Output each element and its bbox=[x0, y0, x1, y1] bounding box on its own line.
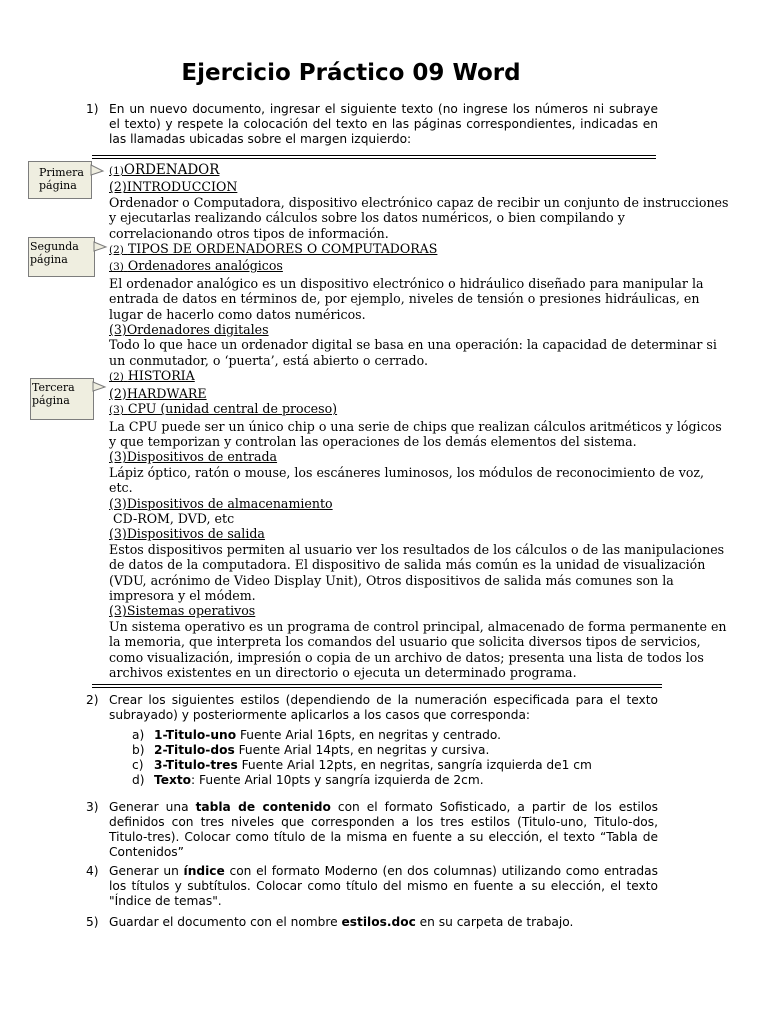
body-line: La CPU puede ser un único chip o una serie de chips que realizan cálculos aritméticos y lógicos bbox=[109, 418, 722, 434]
body-line: Un sistema operativo es un programa de control principal, almacenado de forma permanente en bbox=[109, 618, 727, 634]
body-line: y que temporizan y controlan las operaciones de los demás elementos del sistema. bbox=[109, 433, 637, 449]
heading-entrada: (3)Dispositivos de entrada bbox=[109, 449, 278, 465]
heading-tipos: (2) TIPOS DE ORDENADORES O COMPUTADORAS bbox=[109, 241, 438, 257]
style-item-b: b) 2-Titulo-dos Fuente Arial 14pts, en negritas y cursiva. bbox=[132, 743, 490, 757]
item-5-number: 5) bbox=[86, 915, 99, 929]
item-5-text: Guardar el documento con el nombre estilos.doc en su carpeta de trabajo. bbox=[109, 915, 574, 929]
body-line: correlacionando otros tipos de información. bbox=[109, 225, 389, 241]
item-1-text: En un nuevo documento, ingresar el siguiente texto (no ingrese los números ni subraye el texto) y respete la colocación del texto en las páginas correspondientes, indicadas en las llamadas ubicadas sobre el margen izquierdo: bbox=[109, 102, 658, 146]
item-3-number: 3) bbox=[86, 800, 99, 814]
callout-third-page-pointer bbox=[93, 380, 107, 396]
body-line: Todo lo que hace un ordenador digital se basa en una operación: la capacidad de determinar si bbox=[109, 337, 717, 353]
body-line: Estos dispositivos permiten al usuario ver los resultados de los cálculos o de las manipulaciones bbox=[109, 541, 725, 557]
callout-second-page: Segunda página bbox=[28, 237, 95, 277]
body-line: de datos de la computadora. El dispositivo de salida más común es la unidad de visualización bbox=[109, 557, 706, 573]
body-line: CD-ROM, DVD, etc bbox=[109, 510, 235, 526]
heading-digitales: (3)Ordenadores digitales bbox=[109, 322, 269, 338]
heading-analogicos: (3) Ordenadores analógicos bbox=[109, 258, 283, 274]
heading-hardware: (2)HARDWARE bbox=[109, 385, 207, 401]
heading-almacenamiento: (3)Dispositivos de almacenamiento bbox=[109, 495, 333, 511]
callout-first-page: Primera página bbox=[28, 161, 92, 199]
body-line: como visualización, impresión o copia de un archivo de datos; presenta una lista de todos los bbox=[109, 649, 704, 665]
style-item-d: d) Texto: Fuente Arial 10pts y sangría izquierda de 2cm. bbox=[132, 773, 484, 787]
heading-historia: (2) HISTORIA bbox=[109, 368, 195, 384]
body-line: archivos existentes en un directorio o ejecuta un determinado programa. bbox=[109, 665, 577, 680]
body-line: (VDU, acrónimo de Video Display Unit), Otros dispositivos de salida más comunes son la bbox=[109, 572, 674, 588]
divider-bottom bbox=[92, 684, 662, 688]
body-line: etc. bbox=[109, 480, 133, 496]
item-1-number: 1) bbox=[86, 102, 99, 116]
body-line: impresora y el módem. bbox=[109, 587, 256, 603]
body-line: Lápiz óptico, ratón o mouse, los escáneres luminosos, los módulos de reconocimiento de voz, bbox=[109, 464, 705, 480]
body-line: un conmutador, o ‘puerta’, está abierto o cerrado. bbox=[109, 352, 428, 368]
item-2-text: Crear los siguientes estilos (dependiendo de la numeración especificada para el texto subrayado) y posteriormente aplicarlos a los casos que corresponda: bbox=[109, 693, 658, 722]
sample-text-block bbox=[109, 162, 729, 680]
divider-top bbox=[92, 155, 656, 159]
callout-third-page: Tercera página bbox=[30, 378, 94, 420]
style-list bbox=[132, 728, 652, 788]
body-line: El ordenador analógico es un dispositivo electrónico o hidráulico diseñado para manipular la bbox=[109, 275, 704, 291]
body-line: lugar de hacerlo como datos numéricos. bbox=[109, 306, 366, 322]
item-4-text: Generar un índice con el formato Moderno (en dos columnas) utilizando como entradas los títulos y subtítulos. Colocar como título del mismo en fuente a su elección, el texto "Índice de temas". bbox=[109, 864, 658, 908]
heading-ordenador: (1)ORDENADOR bbox=[109, 162, 220, 178]
body-line: la memoria, que interpreta los comandos del usuario que solicita diversos tipos de servicios, bbox=[109, 634, 701, 650]
body-line: Ordenador o Computadora, dispositivo electrónico capaz de recibir un conjunto de instrucciones bbox=[109, 194, 729, 210]
heading-salida: (3)Dispositivos de salida bbox=[109, 526, 265, 542]
document-title: Ejercicio Práctico 09 Word bbox=[181, 60, 521, 86]
item-4-number: 4) bbox=[86, 864, 99, 878]
style-item-a: a) 1-Titulo-uno Fuente Arial 16pts, en negritas y centrado. bbox=[132, 728, 502, 742]
body-line: y ejecutarlas realizando cálculos sobre los datos numéricos, o bien compilando y bbox=[109, 210, 625, 226]
callout-first-page-pointer bbox=[91, 163, 105, 179]
heading-cpu: (3) CPU (unidad central de proceso) bbox=[109, 401, 338, 417]
heading-introduccion: (2)INTRODUCCION bbox=[109, 179, 238, 195]
callout-second-page-pointer bbox=[94, 240, 108, 256]
heading-sistemas: (3)Sistemas operativos bbox=[109, 603, 256, 619]
style-item-c: c) 3-Titulo-tres Fuente Arial 12pts, en negritas, sangría izquierda de1 cm bbox=[132, 758, 592, 772]
item-3-text: Generar una tabla de contenido con el formato Sofisticado, a partir de los estilos definidos con tres niveles que corresponden a los tres estilos (Titulo-uno, Titulo-dos, Titulo-tres). Colocar como título de la misma en fuente a su elección, el texto “Tabla de Contenidos” bbox=[109, 800, 658, 859]
item-2-number: 2) bbox=[86, 693, 99, 707]
body-line: entrada de datos en términos de, por ejemplo, niveles de tensión o presiones hidráulicas, en bbox=[109, 291, 700, 307]
